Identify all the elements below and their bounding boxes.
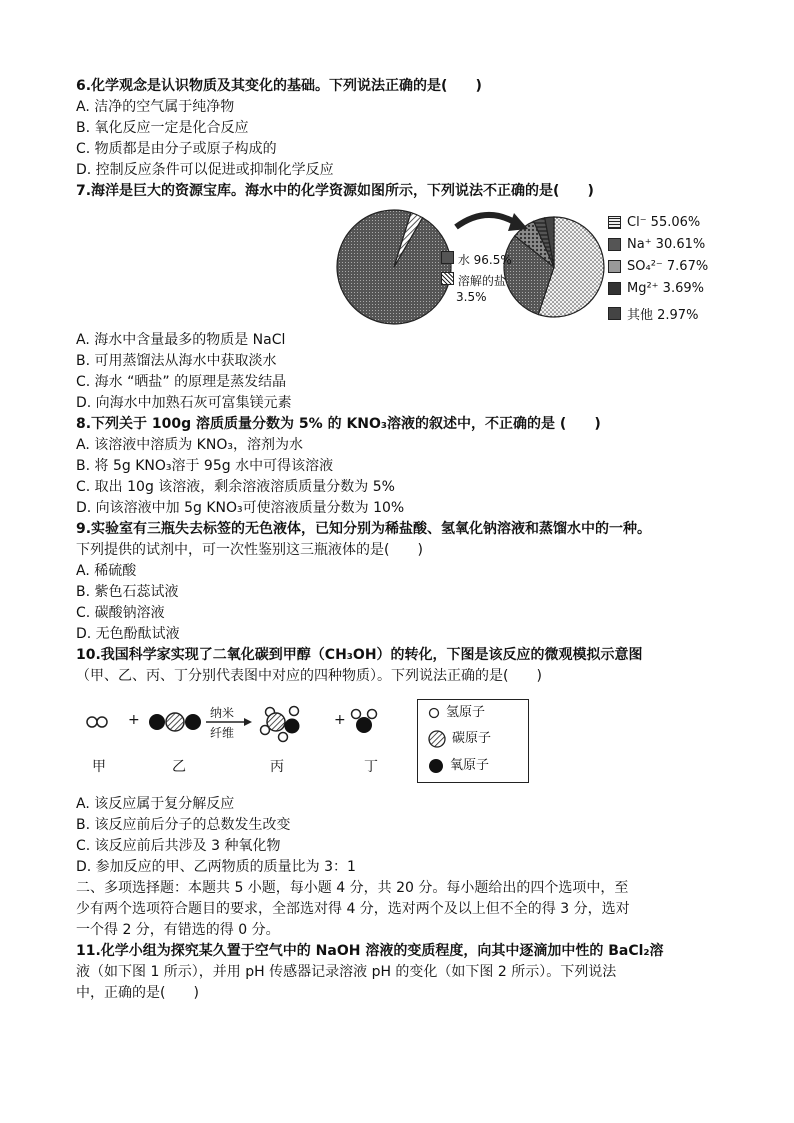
section2-line-3: 一个得 2 分，有错选的得 0 分。 [76,922,280,938]
plus-sign-1: + [128,712,140,728]
legend-cl: Cl⁻ 55.06% [608,215,700,230]
q7-stem: 7.海洋是巨大的资源宝库。海水中的化学资源如图所示，下列说法不正确的是( ) [76,183,594,199]
label-bing: 丙 [270,759,284,775]
water-swatch-icon [441,251,454,264]
q6-option-a: A. 洁净的空气属于纯净物 [76,99,235,115]
q7-option-d: D. 向海水中加熟石灰可富集镁元素 [76,395,292,411]
q10-option-b: B. 该反应前后分子的总数发生改变 [76,817,291,833]
molecule-h2o [352,710,377,734]
q7-option-b: B. 可用蒸馏法从海水中获取淡水 [76,353,277,369]
legend-other: 其他 2.97% [608,304,698,323]
molecule-ch3oh [261,707,300,742]
q8-option-a: A. 该溶液中溶质为 KNO₃，溶剂为水 [76,437,303,453]
q11-line-2: 液（如下图 1 所示），并用 pH 传感器记录溶液 pH 的变化（如下图 2 所示）。下列说法 [76,964,617,980]
catalyst-label-bottom: 纤维 [210,726,235,740]
salt-swatch-icon [441,272,454,285]
arrow-head [508,213,528,231]
atom-legend [417,699,529,783]
other-swatch-icon [608,307,621,320]
q6-option-d: D. 控制反应条件可以促进或抑制化学反应 [76,162,334,178]
q9-stem-2: 下列提供的试剂中，可一次性鉴别这三瓶液体的是( ) [76,542,423,558]
section2-line-1: 二、多项选择题：本题共 5 小题，每小题 4 分，共 20 分。每小题给出的四个选项中，至 [76,880,629,896]
arrow-curve [456,215,516,227]
q9-option-a: A. 稀硫酸 [76,563,137,579]
q10-stem-2: （甲、乙、丙、丁分别代表图中对应的四种物质）。下列说法正确的是( ) [76,668,542,684]
q11-line-3: 中，正确的是( ) [76,985,199,1001]
legend-oxygen: 氧原子 [428,757,489,775]
label-yi: 乙 [172,759,186,775]
legend-mg: Mg²⁺ 3.69% [608,281,704,296]
water-label: 水 96.5% [441,251,512,268]
q9-stem-1: 9.实验室有三瓶失去标签的无色液体，已知分别为稀盐酸、氢氧化钠溶液和蒸馏水中的一种。 [76,521,652,537]
q10-option-d: D. 参加反应的甲、乙两物质的质量比为 3：1 [76,859,356,875]
q11-line-1: 11.化学小组为探究某久置于空气中的 NaOH 溶液的变质程度，向其中逐滴加中性的 BaCl₂溶 [76,943,664,959]
molecule-h2 [87,717,107,727]
q9-option-d: D. 无色酚酞试液 [76,626,180,642]
q8-stem: 8.下列关于 100g 溶质质量分数为 5% 的 KNO₃溶液的叙述中，不正确的是 ( ) [76,416,601,432]
q7-option-a: A. 海水中含量最多的物质是 NaCl [76,332,286,348]
q8-option-d: D. 向该溶液中加 5g KNO₃可使溶液质量分数为 10% [76,500,405,516]
cl-swatch-icon [608,216,621,229]
q7-option-c: C. 海水 “晒盐” 的原理是蒸发结晶 [76,374,287,390]
q10-stem-1: 10.我国科学家实现了二氧化碳到甲醇（CH₃OH）的转化，下图是该反应的微观模拟示意图 [76,647,643,663]
hydrogen-atom-icon [428,707,440,719]
salt-percent: 3.5% [456,290,487,304]
so4-swatch-icon [608,260,621,273]
pie-left-group [337,210,451,324]
molecule-co2 [149,713,201,731]
q6-option-b: B. 氧化反应一定是化合反应 [76,120,249,136]
section2-line-2: 少有两个选项符合题目的要求，全部选对得 4 分，选对两个及以上但不全的得 3 分，选对 [76,901,630,917]
q10-option-a: A. 该反应属于复分解反应 [76,796,235,812]
q6-stem: 6.化学观念是认识物质及其变化的基础。下列说法正确的是( ) [76,78,482,94]
mg-swatch-icon [608,282,621,295]
oxygen-atom-icon [428,758,444,774]
q8-option-c: C. 取出 10g 该溶液，剩余溶液溶质质量分数为 5% [76,479,395,495]
legend-carbon: 碳原子 [428,730,491,748]
legend-so4: SO₄²⁻ 7.67% [608,259,708,274]
q10-option-c: C. 该反应前后共涉及 3 种氧化物 [76,838,281,854]
legend-na: Na⁺ 30.61% [608,237,705,252]
pie-right-group [504,217,604,317]
na-swatch-icon [608,238,621,251]
q6-option-c: C. 物质都是由分子或原子构成的 [76,141,277,157]
salt-label: 溶解的盐 [441,272,506,289]
legend-hydrogen: 氢原子 [428,704,485,722]
label-ding: 丁 [364,759,378,775]
label-jia: 甲 [92,759,106,775]
carbon-atom-icon [428,730,446,748]
plus-sign-2: + [334,712,346,728]
q9-option-c: C. 碳酸钠溶液 [76,605,165,621]
catalyst-label-top: 纳米 [210,706,235,720]
q9-option-b: B. 紫色石蕊试液 [76,584,179,600]
q8-option-b: B. 将 5g KNO₃溶于 95g 水中可得该溶液 [76,458,334,474]
